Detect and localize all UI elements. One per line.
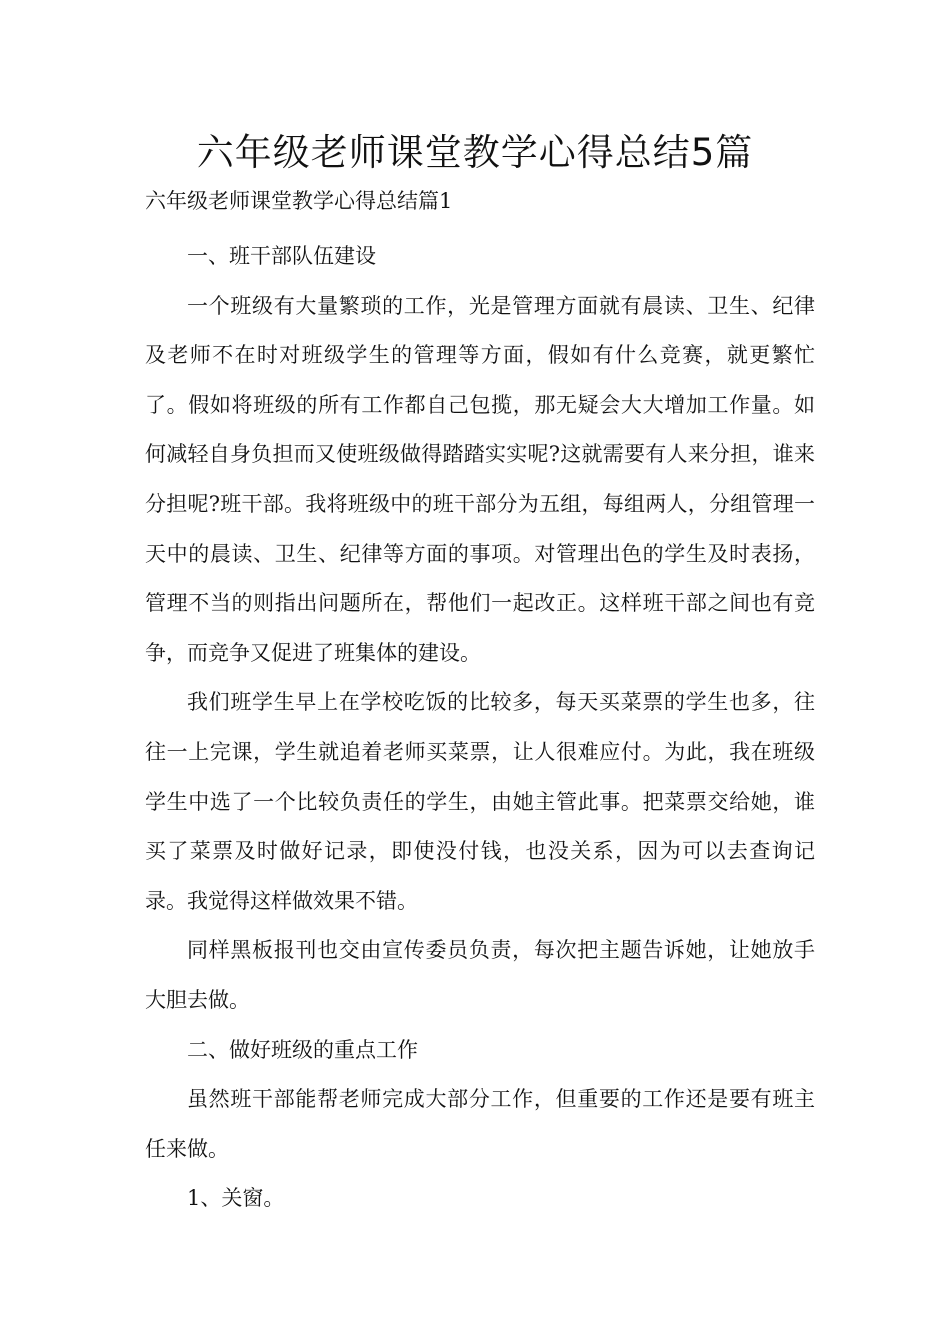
paragraph-3: 同样黑板报刊也交由宣传委员负责，每次把主题告诉她，让她放手大胆去做。 (145, 938, 815, 1012)
section-heading-2: 二、做好班级的重点工作 (187, 1037, 418, 1062)
document-subtitle: 六年级老师课堂教学心得总结篇1 (145, 189, 453, 213)
document-body (145, 232, 815, 1224)
paragraph-4: 虽然班干部能帮老师完成大部分工作，但重要的工作还是要有班主任来做。 (145, 1087, 815, 1161)
section-heading-1: 一、班干部队伍建设 (187, 244, 376, 268)
paragraph-1: 一个班级有大量繁琐的工作，光是管理方面就有晨读、卫生、纪律及老师不在时对班级学生的管理等方面，假如有什么竞赛，就更繁忙了。假如将班级的所有工作都自己包揽，那无疑会大大增加工作量。如何减轻自身负担而又使班级做得踏踏实实呢?这就需要有人来分担，谁来分担呢?班干部。我将班级中的班干部分为五组，每组两人，分组管理一天中的晨读、卫生、纪律等方面的事项。对管理出色的学生及时表扬，管理不当的则指出问题所在，帮他们一起改正。这样班干部之间也有竞争，而竞争又促进了班集体的建设。 (145, 293, 815, 665)
list-item-1: 1、关窗。 (187, 1186, 285, 1211)
document-title: 六年级老师课堂教学心得总结5篇 (196, 131, 754, 174)
paragraph-2: 我们班学生早上在学校吃饭的比较多，每天买菜票的学生也多，往往一上完课，学生就追着老师买菜票，让人很难应付。为此，我在班级学生中选了一个比较负责任的学生，由她主管此事。把菜票交给她，谁买了菜票及时做好记录，即使没付钱，也没关系，因为可以去查询记录。我觉得这样做效果不错。 (145, 690, 815, 913)
